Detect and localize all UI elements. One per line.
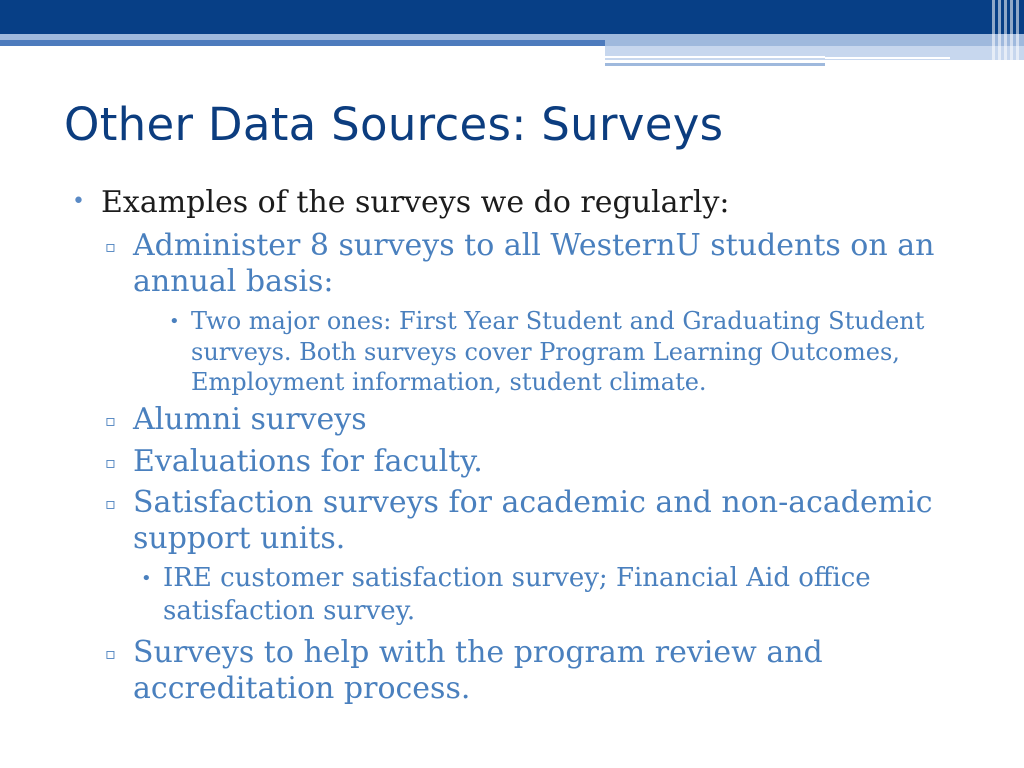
list-item-level3: IRE customer satisfaction survey; Financial Aid office xyxy=(163,563,871,593)
bullet-level2: ▫ xyxy=(105,494,116,513)
list-item-level2: Alumni surveys xyxy=(133,402,367,437)
list-item-level3-cont: satisfaction survey. xyxy=(163,596,416,626)
bullet-level1: • xyxy=(72,189,85,214)
list-item-level2: Satisfaction surveys for academic and non-academic xyxy=(133,485,933,520)
bullet-level3: • xyxy=(169,311,180,332)
bullet-level2: ▫ xyxy=(105,237,116,256)
list-item-level3-cont: Employment information, student climate. xyxy=(191,368,707,396)
list-item-level2-cont: annual basis: xyxy=(133,264,334,299)
bullet-level2: ▫ xyxy=(105,453,116,472)
list-item-level3: Two major ones: First Year Student and Graduating Student xyxy=(191,307,925,335)
list-item-level2-cont: accreditation process. xyxy=(133,671,471,706)
list-item-level2: Evaluations for faculty. xyxy=(133,444,483,479)
bullet-level3: • xyxy=(141,568,152,589)
list-item-level2: Surveys to help with the program review and xyxy=(133,635,823,670)
list-item-level3-cont: surveys. Both surveys cover Program Learning Outcomes, xyxy=(191,338,900,366)
bullet-level2: ▫ xyxy=(105,411,116,430)
bullet-level2: ▫ xyxy=(105,644,116,663)
slide-title: Other Data Sources: Surveys xyxy=(64,98,724,151)
list-item-level2: Administer 8 surveys to all WesternU students on an xyxy=(133,228,935,263)
list-item-level2-cont: support units. xyxy=(133,521,346,556)
list-item-level1: Examples of the surveys we do regularly: xyxy=(101,185,730,220)
